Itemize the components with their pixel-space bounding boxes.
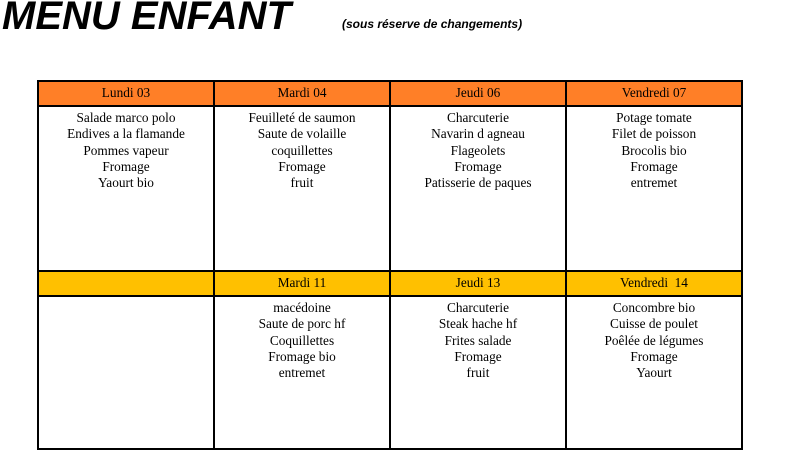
dish-item: Coquillettes	[269, 332, 335, 348]
day-header: Vendredi 14	[566, 271, 742, 296]
day-menu-cell	[38, 106, 214, 271]
page-subtitle: (sous réserve de changements)	[342, 17, 523, 31]
dish-item: Saute de volaille	[257, 126, 347, 142]
day-menu-cell	[390, 106, 566, 271]
day-menu-cell	[566, 296, 742, 449]
dish-item: Patisserie de paques	[424, 175, 532, 191]
dish-item: Fromage	[102, 158, 150, 174]
dish-item: Frites salade	[444, 332, 512, 348]
dish-item: Filet de poisson	[611, 126, 697, 142]
day-header: Jeudi 06	[390, 81, 566, 106]
week2-menu-row	[38, 296, 742, 449]
dish-item: Saute de porc hf	[258, 316, 346, 332]
day-header: Vendredi 07	[566, 81, 742, 106]
dish-item: Fromage bio	[268, 348, 336, 364]
week2-header-row	[38, 271, 742, 296]
day-menu-cell	[566, 106, 742, 271]
dish-item: fruit	[290, 175, 314, 191]
dish-item: Navarin d agneau	[431, 126, 525, 142]
dish-item: Poêlée de légumes	[604, 332, 704, 348]
dish-item: Fromage	[278, 158, 326, 174]
week1-menu-row	[38, 106, 742, 271]
dish-item: fruit	[466, 365, 490, 381]
dish-item: macédoine	[273, 300, 331, 315]
day-header	[38, 271, 214, 296]
day-menu-cell	[390, 296, 566, 449]
dish-item: Brocolis bio	[621, 142, 687, 158]
dish-item: Steak hache hf	[438, 316, 518, 332]
dish-item: Yaourt	[636, 365, 672, 381]
dish-item: Feuilleté de saumon	[248, 110, 356, 125]
day-header: Jeudi 13	[390, 271, 566, 296]
dish-item: entremet	[630, 175, 678, 191]
dish-item: Fromage	[454, 158, 502, 174]
week1-header-row	[38, 81, 742, 106]
dish-item: Fromage	[454, 348, 502, 364]
day-menu-cell	[214, 296, 390, 449]
day-header: Mardi 11	[214, 271, 390, 296]
menu-table	[37, 80, 743, 450]
dish-item: Pommes vapeur	[83, 142, 169, 158]
page-title: MENU ENFANT	[2, 0, 291, 38]
day-header: Mardi 04	[214, 81, 390, 106]
day-menu-cell	[38, 296, 214, 449]
dish-item: Cuisse de poulet	[610, 316, 698, 332]
dish-item: Concombre bio	[612, 300, 696, 315]
dish-item: Endives a la flamande	[67, 126, 185, 142]
dish-item: Charcuterie	[446, 300, 510, 315]
dish-item: Fromage	[630, 348, 678, 364]
day-menu-cell	[214, 106, 390, 271]
dish-item: entremet	[278, 365, 326, 381]
day-header: Lundi 03	[38, 81, 214, 106]
dish-item: Potage tomate	[616, 110, 692, 125]
dish-item: coquillettes	[271, 142, 333, 158]
dish-item: Charcuterie	[446, 110, 510, 125]
dish-item: Fromage	[630, 158, 678, 174]
dish-item: Salade marco polo	[76, 110, 176, 125]
dish-item: Flageolets	[450, 142, 506, 158]
dish-item: Yaourt bio	[98, 175, 154, 191]
